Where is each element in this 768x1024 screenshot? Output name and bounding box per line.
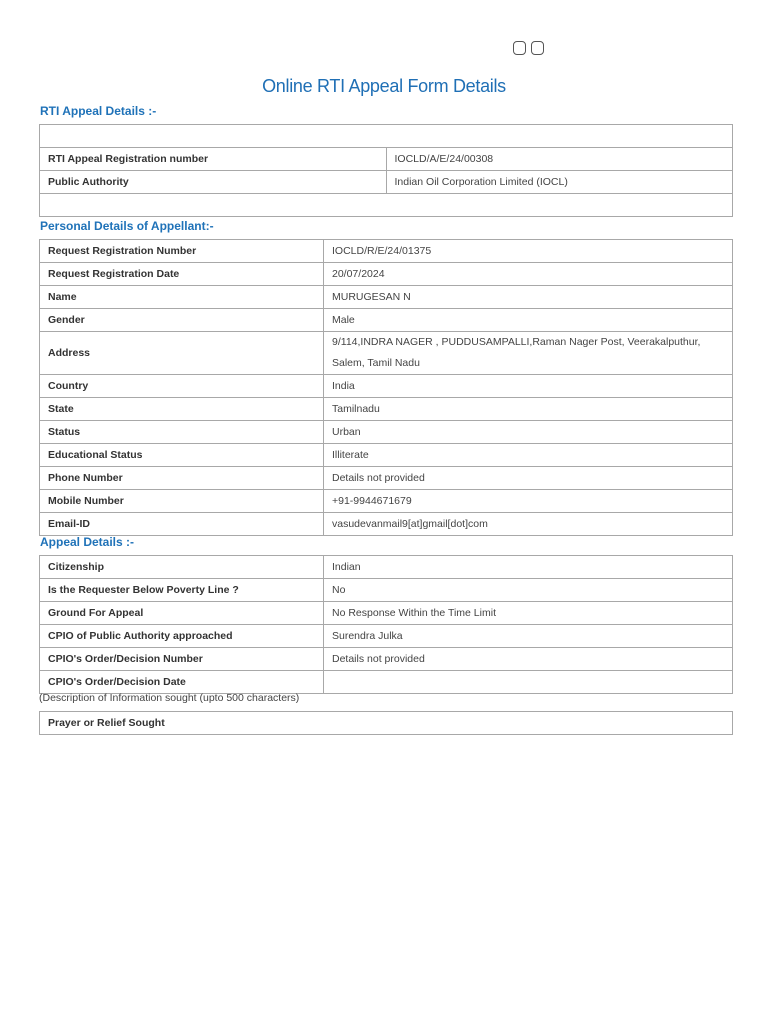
page-icons	[513, 41, 544, 55]
address-line-1: 9/114,INDRA NAGER , PUDDUSAMPALLI,Raman Nager Post, Veerakalputhur,	[332, 336, 701, 348]
table-row	[40, 602, 733, 625]
table-row	[40, 148, 733, 171]
rti-appeal-details-heading: RTI Appeal Details :-	[40, 104, 157, 118]
table-row	[40, 240, 733, 263]
prayer-label: Prayer or Relief Sought	[40, 712, 733, 735]
table-row	[40, 648, 733, 671]
row-value: Details not provided	[324, 467, 733, 490]
row-label: Request Registration Date	[40, 263, 324, 286]
square-outline-icon	[531, 41, 544, 55]
table-row	[40, 263, 733, 286]
row-label: Gender	[40, 309, 324, 332]
row-value: Indian	[324, 556, 733, 579]
table-row	[40, 671, 733, 694]
page-title: Online RTI Appeal Form Details	[262, 76, 506, 96]
row-label: State	[40, 398, 324, 421]
row-label: RTI Appeal Registration number	[40, 148, 387, 171]
row-label: Public Authority	[40, 171, 387, 194]
row-label: Address	[40, 332, 324, 375]
table-row	[40, 171, 733, 194]
address-value	[324, 332, 733, 375]
description-note: (Description of Information sought (upto 500 characters)	[39, 692, 300, 704]
table-row	[40, 579, 733, 602]
row-label: Name	[40, 286, 324, 309]
table-row	[40, 490, 733, 513]
address-line-2: Salem, Tamil Nadu	[332, 357, 420, 369]
row-value: IOCLD/A/E/24/00308	[386, 148, 733, 171]
table-row	[40, 421, 733, 444]
row-label: CPIO's Order/Decision Date	[40, 671, 324, 694]
table-row	[40, 444, 733, 467]
table-row	[40, 625, 733, 648]
row-label: Ground For Appeal	[40, 602, 324, 625]
row-label: Educational Status	[40, 444, 324, 467]
table-row	[40, 467, 733, 490]
row-label: Phone Number	[40, 467, 324, 490]
row-label: Country	[40, 375, 324, 398]
table-row	[40, 513, 733, 536]
appeal-details-heading: Appeal Details :-	[40, 535, 135, 549]
row-value: Indian Oil Corporation Limited (IOCL)	[386, 171, 733, 194]
square-outline-icon	[513, 41, 526, 55]
table-row	[40, 375, 733, 398]
row-value: Male	[324, 309, 733, 332]
row-value: Illiterate	[324, 444, 733, 467]
table-row	[40, 194, 733, 217]
table-row	[40, 125, 733, 148]
row-label: Request Registration Number	[40, 240, 324, 263]
table-row	[40, 286, 733, 309]
table-row	[40, 309, 733, 332]
row-value: MURUGESAN N	[324, 286, 733, 309]
row-value: No	[324, 579, 733, 602]
row-label: Is the Requester Below Poverty Line ?	[40, 579, 324, 602]
row-label: CPIO's Order/Decision Number	[40, 648, 324, 671]
row-value: Surendra Julka	[324, 625, 733, 648]
row-value: 20/07/2024	[324, 263, 733, 286]
rti-appeal-table	[39, 124, 733, 217]
appeal-details-table	[39, 555, 733, 694]
prayer-table	[39, 711, 733, 735]
row-value: IOCLD/R/E/24/01375	[324, 240, 733, 263]
row-value: Urban	[324, 421, 733, 444]
row-value: +91-9944671679	[324, 490, 733, 513]
row-value	[324, 671, 733, 694]
row-value: India	[324, 375, 733, 398]
table-row	[40, 332, 733, 375]
row-label: Citizenship	[40, 556, 324, 579]
personal-details-table	[39, 239, 733, 536]
row-label: Email-ID	[40, 513, 324, 536]
row-value: Tamilnadu	[324, 398, 733, 421]
row-value: vasudevanmail9[at]gmail[dot]com	[324, 513, 733, 536]
row-label: Status	[40, 421, 324, 444]
row-value: Details not provided	[324, 648, 733, 671]
row-label: CPIO of Public Authority approached	[40, 625, 324, 648]
table-row	[40, 556, 733, 579]
table-row	[40, 398, 733, 421]
personal-details-heading: Personal Details of Appellant:-	[40, 219, 214, 233]
row-value: No Response Within the Time Limit	[324, 602, 733, 625]
table-row	[40, 712, 733, 735]
row-label: Mobile Number	[40, 490, 324, 513]
